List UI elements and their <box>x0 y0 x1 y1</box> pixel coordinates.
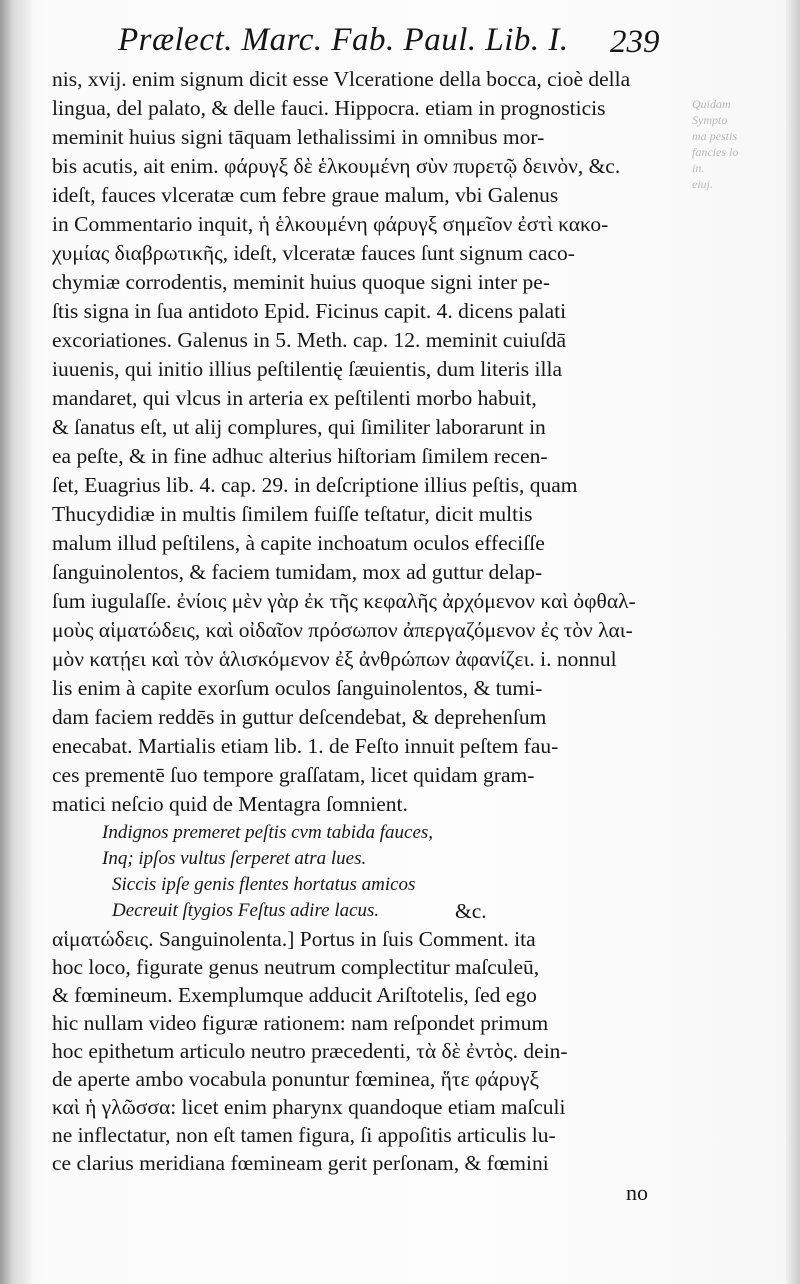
text-line: χυμίας διαβρωτικῆς, ideſt, vlceratæ fauces ſunt signum caco- <box>52 241 575 265</box>
text-line: hic nullam video figuræ rationem: nam reſpondet primum <box>52 1011 549 1035</box>
page-number: 239 <box>610 24 660 60</box>
text-line: μοὺς αἱματώδεις, καὶ οἰδαῖον πρόσωπον ἀπεργαζόμενον ἐς τὸν λαι- <box>52 618 633 642</box>
text-line: de aperte ambo vocabula ponuntur fœminea, ἥτε φάρυγξ <box>52 1067 540 1091</box>
catchword: no <box>626 1180 648 1205</box>
text-line: chymiæ corrodentis, meminit huius quoque signi inter pe- <box>52 270 551 294</box>
text-line: iuuenis, qui initio illius peſtilentię ſæuientis, dum literis illa <box>52 357 562 381</box>
text-line: excoriationes. Galenus in 5. Meth. cap. 12. meminit cuiuſdā <box>52 328 567 352</box>
verse-etc: &c. <box>455 899 487 923</box>
text-line: μὸν κατῄει καὶ τὸν ἁλισκόμενον ἐξ ἀνθρώπων ἀφανίζει. i. nonnul <box>52 647 617 671</box>
text-line: malum illud peſtilens, à capite inchoatum oculos effeciſſe <box>52 531 545 555</box>
text-line: hoc loco, figurate genus neutrum complectitur maſculeū, <box>52 955 540 979</box>
text-line: ideſt, fauces vlceratæ cum febre graue malum, vbi Galenus <box>52 183 559 207</box>
text-line: ne inflectatur, non eſt tamen figura, ſi appoſitis articulis lu- <box>52 1123 556 1147</box>
verse-line: Siccis ipſe genis flentes hortatus amicos <box>112 874 416 895</box>
running-title: Prælect. Marc. Fab. Paul. Lib. I. <box>118 22 569 58</box>
text-line: ſum iugulaſſe. ἐνίοις μὲν γὰρ ἐκ τῆς κεφαλῆς ἀρχόμενον καὶ ὀφθαλ- <box>52 589 636 613</box>
bleed-line: ma pestis <box>692 129 737 143</box>
text-line: enecabat. Martialis etiam lib. 1. de Feſto innuit peſtem fau- <box>52 734 559 758</box>
text-line: ſanguinolentos, & faciem tumidam, mox ad guttur delap- <box>52 560 543 584</box>
page-gutter-shadow <box>0 0 32 1284</box>
text-line: hoc epithetum articulo neutro præcedenti, τὰ δὲ ἐντὸς. dein- <box>52 1039 568 1063</box>
bleed-line: in. <box>692 161 705 175</box>
text-line: καὶ ἡ γλῶσσα: licet enim pharynx quandoque etiam maſculi <box>52 1095 566 1119</box>
text-line: lingua, del palato, & delle fauci. Hippocra. etiam in prognosticis <box>52 96 606 120</box>
text-line: ſet, Euagrius lib. 4. cap. 29. in deſcriptione illius peſtis, quam <box>52 473 578 497</box>
verse-line: Indignos premeret peſtis cvm tabida fauces, <box>102 822 434 843</box>
text-line: Thucydidiæ in multis ſimilem fuiſſe teſtatur, dicit multis <box>52 502 533 526</box>
bleed-through-marginalia <box>692 96 782 192</box>
text-line: ce clarius meridiana fœmineam gerit perſonam, & fœmini <box>52 1151 549 1175</box>
text-line: matici neſcio quid de Mentagra ſomnient. <box>52 792 408 816</box>
bleed-line: Sympto <box>692 113 728 127</box>
text-line: & ſanatus eſt, ut alij complures, qui ſimiliter laborarunt in <box>52 415 546 439</box>
text-line: mandaret, qui vlcus in arteria ex peſtilenti morbo habuit, <box>52 386 537 410</box>
text-line: meminit huius signi tāquam lethalissimi in omnibus mor- <box>52 125 545 149</box>
page-edge-shadow <box>786 0 800 1284</box>
bleed-line: fancies lo <box>692 145 739 159</box>
text-line: nis, xvij. enim signum dicit esse Vlceratione della bocca, cioè della <box>52 67 631 91</box>
text-line: & fœmineum. Exemplumque adducit Ariſtotelis, ſed ego <box>52 983 537 1007</box>
text-line: dam faciem reddēs in guttur deſcendebat, & deprehenſum <box>52 705 547 729</box>
text-line: in Commentario inquit, ἡ ἑλκουμένη φάρυγξ σημεῖον ἐστὶ κακο- <box>52 212 609 236</box>
text-line: bis acutis, ait enim. φάρυγξ δὲ ἑλκουμένη σὺν πυρετῷ δεινὸν, &c. <box>52 154 621 178</box>
verse-line: Decreuit ſtygios Feſtus adire lacus. <box>112 900 380 921</box>
bleed-line: Quidam <box>692 97 731 111</box>
text-line: ſtis signa in ſua antidoto Epid. Ficinus capit. 4. dicens palati <box>52 299 567 323</box>
verse-line: Inq; ipſos vultus ſerperet atra lues. <box>102 848 367 869</box>
bleed-line: eiuj. <box>692 177 713 191</box>
text-line: lis enim à capite exorſum oculos ſanguinolentos, & tumi- <box>52 676 543 700</box>
text-line: αἱματώδεις. Sanguinolenta.] Portus in ſuis Comment. ita <box>52 927 536 951</box>
text-line: ea peſte, & in fine adhuc alterius hiſtoriam ſimilem recen- <box>52 444 548 468</box>
text-line: ces prementē ſuo tempore graſſatam, licet quidam gram- <box>52 763 535 787</box>
